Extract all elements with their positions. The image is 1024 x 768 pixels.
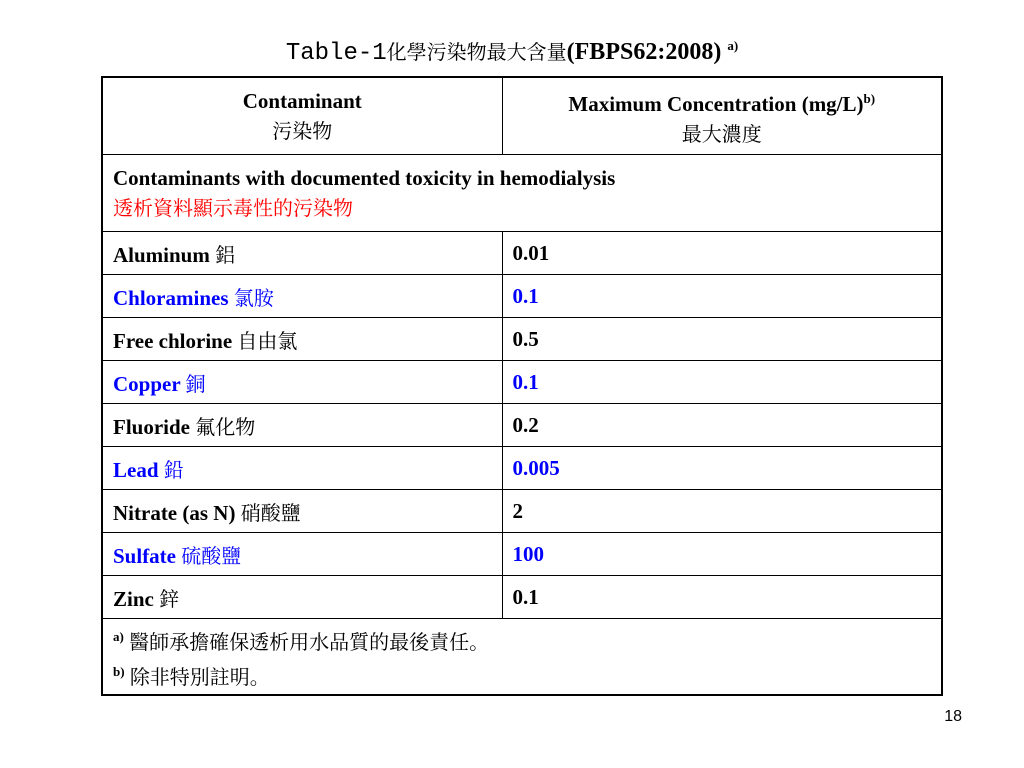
header-max-concentration-zh: 最大濃度 bbox=[681, 121, 762, 146]
header-contaminant-en: Contaminant bbox=[242, 89, 362, 113]
concentration-cell: 0.1 bbox=[502, 576, 942, 619]
concentration-cell: 0.1 bbox=[502, 361, 942, 404]
header-footnote-mark: b) bbox=[863, 90, 876, 106]
table-row bbox=[102, 576, 942, 619]
table-row bbox=[102, 447, 942, 490]
contaminant-name-en: Zinc bbox=[113, 586, 154, 611]
table-row bbox=[102, 275, 942, 318]
table-header-row bbox=[102, 77, 942, 155]
contaminant-cell bbox=[102, 404, 502, 447]
page-number: 18 bbox=[944, 708, 962, 725]
concentration-cell: 2 bbox=[502, 490, 942, 533]
concentration-cell: 0.5 bbox=[502, 318, 942, 361]
contaminant-name-zh: 硝酸鹽 bbox=[240, 500, 301, 525]
header-max-concentration-en: Maximum Concentration (mg/L) bbox=[568, 91, 864, 116]
contaminant-name-en: Copper bbox=[113, 371, 181, 396]
slide-title bbox=[0, 36, 1024, 67]
title-code: (FBPS62:2008) bbox=[566, 39, 722, 65]
table-row bbox=[102, 490, 942, 533]
contaminant-name-zh: 氟化物 bbox=[195, 414, 256, 439]
title-chinese: 化學污染物最大含量 bbox=[386, 40, 567, 64]
table-row bbox=[102, 318, 942, 361]
title-prefix: Table-1 bbox=[285, 40, 387, 67]
title-footnote-mark: a) bbox=[727, 38, 739, 53]
footnote-mark-b: b) bbox=[113, 663, 125, 679]
contaminant-name-zh: 鋁 bbox=[215, 242, 236, 267]
section-row bbox=[102, 155, 942, 232]
table-row bbox=[102, 361, 942, 404]
contaminant-cell bbox=[102, 275, 502, 318]
contaminant-name-zh: 氯胺 bbox=[233, 285, 274, 310]
contaminant-cell bbox=[102, 318, 502, 361]
contaminant-name-en: Nitrate (as N) bbox=[113, 500, 236, 525]
contaminant-name-zh: 銅 bbox=[185, 371, 206, 396]
section-title-en: Contaminants with documented toxicity in hemodialysis bbox=[113, 166, 616, 190]
concentration-cell: 100 bbox=[502, 533, 942, 576]
table-row bbox=[102, 404, 942, 447]
contaminant-name-en: Sulfate bbox=[113, 543, 176, 568]
contaminant-name-zh: 鉛 bbox=[163, 457, 184, 482]
concentration-cell: 0.1 bbox=[502, 275, 942, 318]
section-cell bbox=[102, 155, 942, 232]
contaminant-cell bbox=[102, 533, 502, 576]
header-contaminant-zh: 污染物 bbox=[272, 119, 333, 143]
footnote-mark-a: a) bbox=[113, 628, 124, 644]
contaminant-cell bbox=[102, 232, 502, 275]
header-contaminant bbox=[102, 77, 502, 155]
contaminant-cell bbox=[102, 447, 502, 490]
contaminant-name-en: Free chlorine bbox=[113, 328, 233, 353]
table-row bbox=[102, 232, 942, 275]
contaminant-name-en: Fluoride bbox=[113, 414, 190, 439]
concentration-cell: 0.2 bbox=[502, 404, 942, 447]
contaminant-cell bbox=[102, 490, 502, 533]
contaminant-name-zh: 鋅 bbox=[159, 586, 180, 611]
contaminant-name-en: Aluminum bbox=[113, 242, 210, 267]
contaminant-table bbox=[101, 76, 943, 696]
contaminant-name-zh: 自由氯 bbox=[237, 328, 298, 353]
footnote-text-a: 醫師承擔確保透析用水品質的最後責任。 bbox=[129, 629, 490, 654]
concentration-cell: 0.01 bbox=[502, 232, 942, 275]
footnote-cell bbox=[102, 619, 942, 696]
contaminant-name-zh: 硫酸鹽 bbox=[181, 543, 242, 568]
footnote-text-b: 除非特別註明。 bbox=[129, 664, 270, 689]
concentration-cell: 0.005 bbox=[502, 447, 942, 490]
contaminant-cell bbox=[102, 361, 502, 404]
header-max-concentration bbox=[502, 77, 942, 155]
contaminant-cell bbox=[102, 576, 502, 619]
contaminant-name-en: Lead bbox=[113, 457, 159, 482]
table-row bbox=[102, 533, 942, 576]
footnote-row bbox=[102, 619, 942, 696]
section-title-zh: 透析資料顯示毒性的污染物 bbox=[113, 196, 353, 220]
contaminant-name-en: Chloramines bbox=[113, 285, 229, 310]
